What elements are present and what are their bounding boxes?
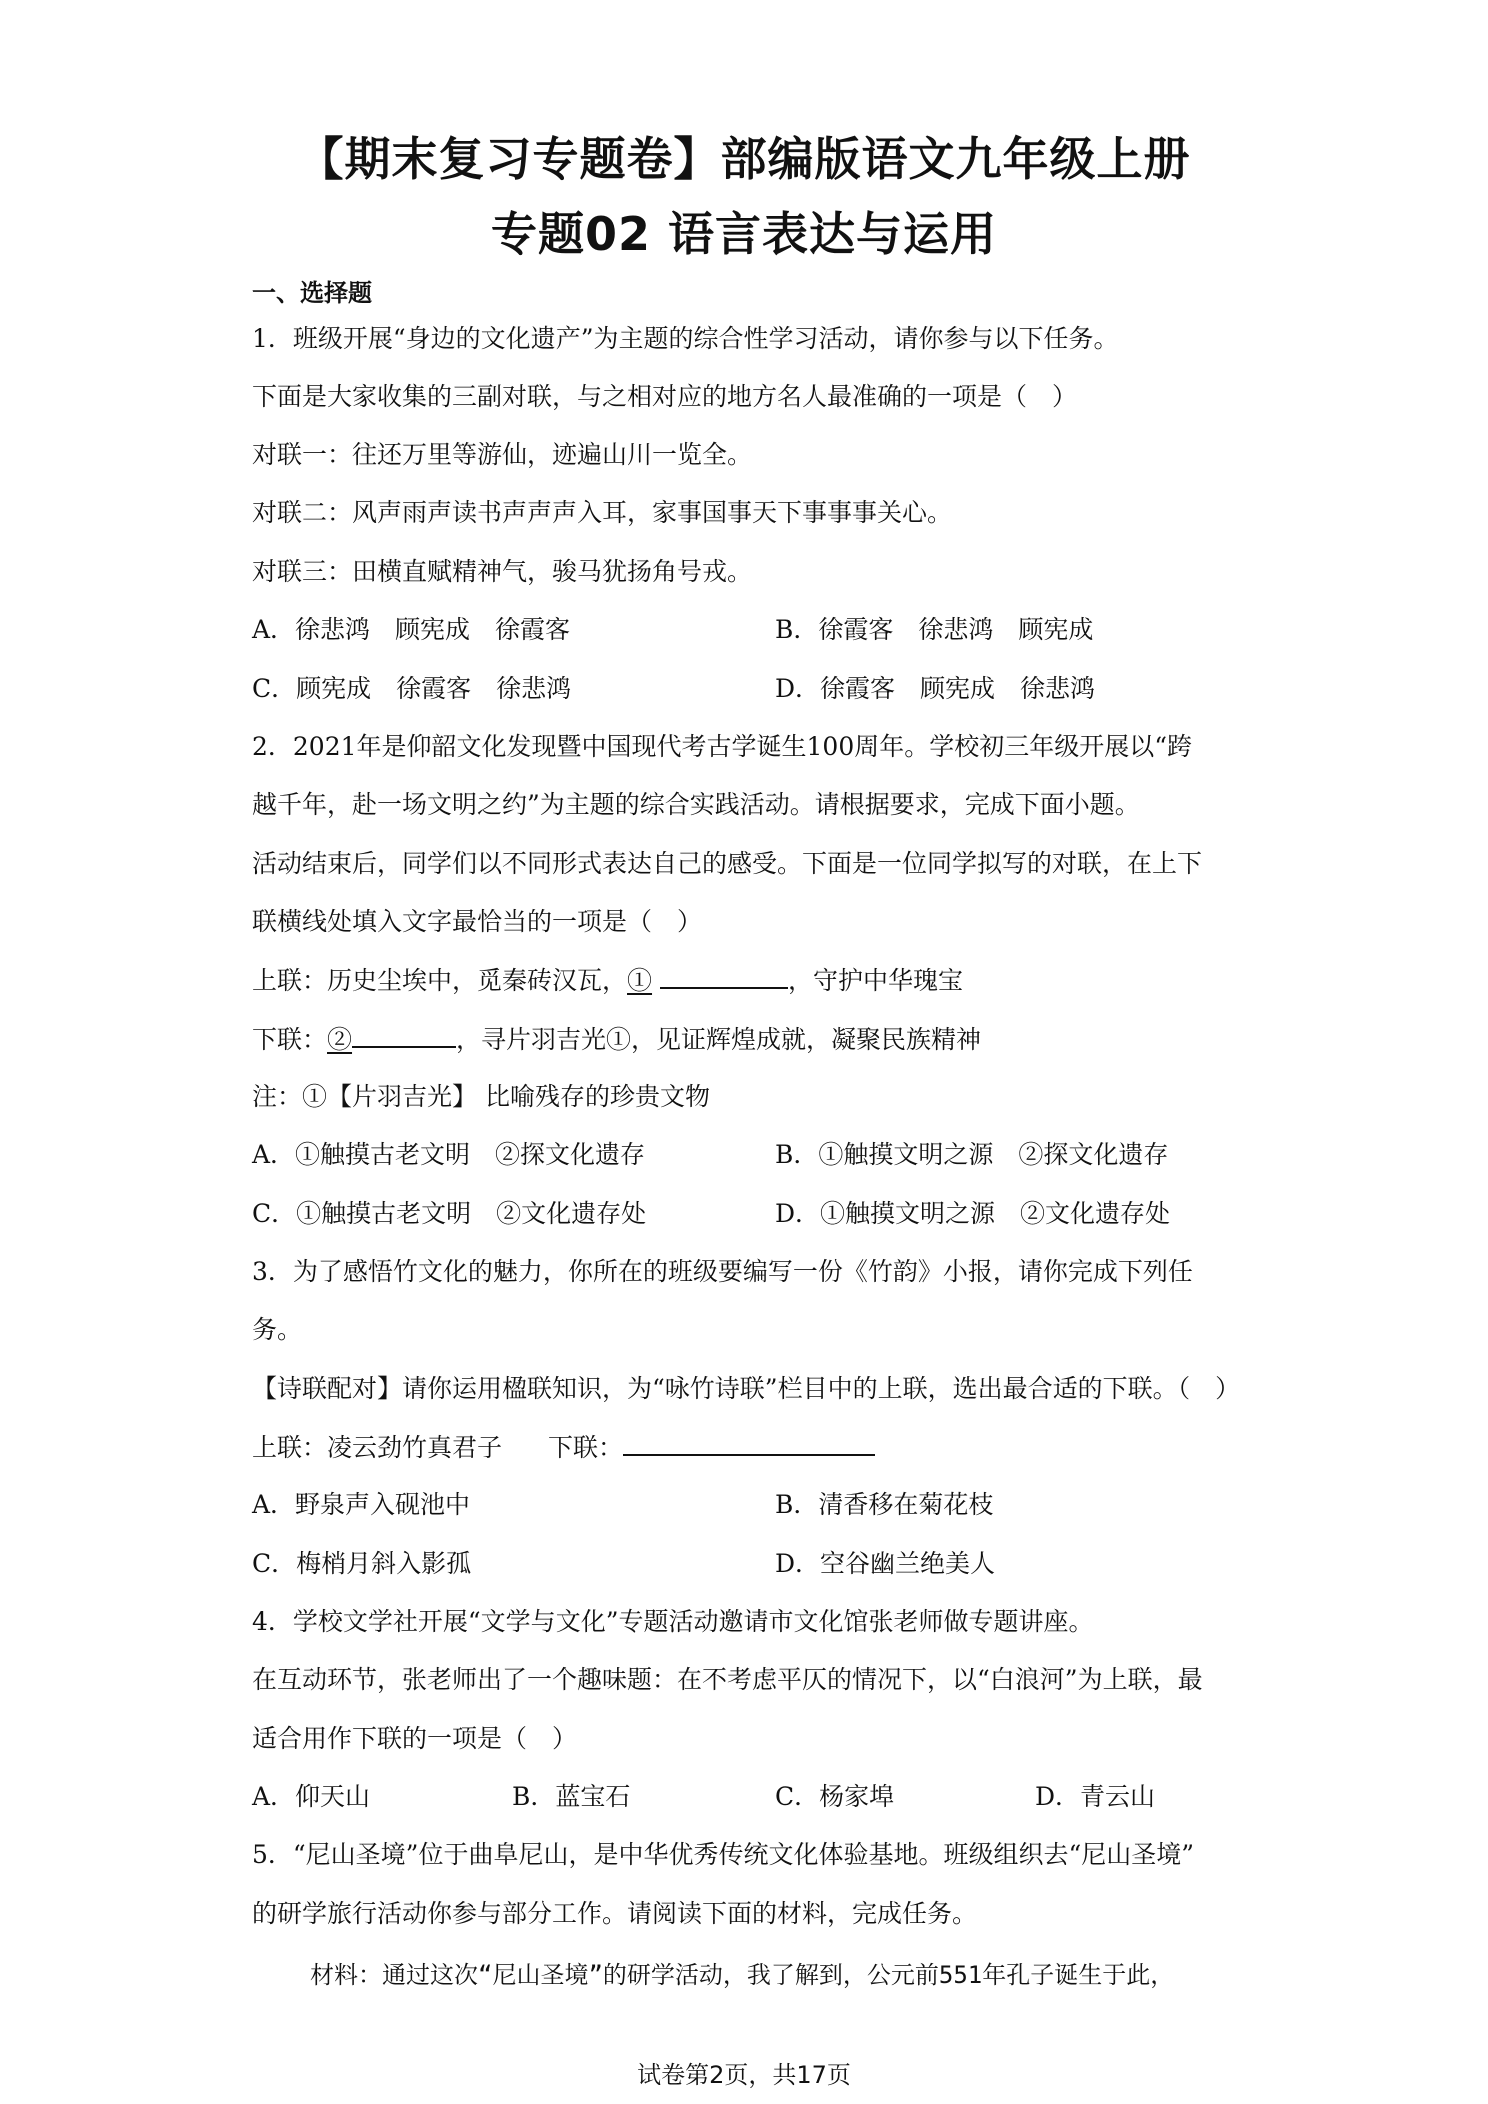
q2-upper-couplet — [252, 963, 963, 998]
q3-stem-line-1: 3．为了感悟竹文化的魅力，你所在的班级要编写一份《竹韵》小报，请你完成下列任 — [252, 1257, 1193, 1286]
section-heading: 一、选择题 — [252, 279, 372, 307]
page-footer: 试卷第2页，共17页 — [637, 2061, 851, 2089]
q1-option-d[interactable]: D．徐霞客 顾宪成 徐悲鸿 — [775, 674, 1096, 703]
q3-lower-label: 下联： — [548, 1433, 624, 1462]
q3-option-a[interactable]: A．野泉声入砚池中 — [252, 1490, 471, 1519]
q2-option-b[interactable]: B．①触摸文明之源 ②探文化遗存 — [775, 1140, 1169, 1169]
q2-lower-couplet — [252, 1022, 981, 1057]
q2-lower-suffix: ，寻片羽吉光①，见证辉煌成就，凝聚民族精神 — [456, 1025, 982, 1054]
q2-lower-marker: ② — [327, 1025, 353, 1054]
q1-couplet-1: 对联一：往还万里等游仙，迹遍山川一览全。 — [252, 440, 753, 469]
q3-lower-blank[interactable] — [623, 1430, 875, 1456]
q4-option-c[interactable]: C．杨家埠 — [775, 1782, 895, 1811]
q4-option-b[interactable]: B．蓝宝石 — [512, 1782, 631, 1811]
q2-lower-prefix: 下联： — [252, 1025, 328, 1054]
q2-note: 注：①【片羽吉光】 比喻残存的珍贵文物 — [252, 1082, 710, 1111]
q2-option-c[interactable]: C．①触摸古老文明 ②文化遗存处 — [252, 1199, 647, 1228]
q5-material: 材料：通过这次“尼山圣境”的研学活动，我了解到，公元前551年孔子诞生于此， — [310, 1961, 1175, 1989]
q2-lower-blank[interactable] — [352, 1022, 456, 1048]
q1-prompt: 下面是大家收集的三副对联，与之相对应的地方名人最准确的一项是（ ） — [252, 382, 1078, 411]
q1-stem: 1．班级开展“身边的文化遗产”为主题的综合性学习活动，请你参与以下任务。 — [252, 324, 1119, 353]
q4-stem: 4．学校文学社开展“文学与文化”专题活动邀请市文化馆张老师做专题讲座。 — [252, 1607, 1094, 1636]
q2-upper-marker: ① — [627, 966, 653, 995]
q2-prompt-line-1: 活动结束后，同学们以不同形式表达自己的感受。下面是一位同学拟写的对联，在上下 — [252, 849, 1203, 878]
q5-stem-line-2: 的研学旅行活动你参与部分工作。请阅读下面的材料，完成任务。 — [252, 1899, 978, 1928]
q2-upper-prefix: 上联：历史尘埃中，觅秦砖汉瓦， — [252, 966, 628, 995]
q3-stem-line-2: 务。 — [252, 1315, 303, 1344]
q1-option-c[interactable]: C．顾宪成 徐霞客 徐悲鸿 — [252, 674, 572, 703]
page-subtitle: 专题02 语言表达与运用 — [490, 207, 998, 261]
q3-prompt: 【诗联配对】请你运用楹联知识，为“咏竹诗联”栏目中的上联，选出最合适的下联。（ ） — [252, 1374, 1241, 1403]
q1-couplet-3: 对联三：田横直赋精神气，骏马犹扬角号戎。 — [252, 557, 753, 586]
q4-option-a[interactable]: A．仰天山 — [252, 1782, 371, 1811]
q3-option-d[interactable]: D．空谷幽兰绝美人 — [775, 1549, 996, 1578]
q4-option-d[interactable]: D．青云山 — [1035, 1782, 1156, 1811]
q4-prompt-line-1: 在互动环节，张老师出了一个趣味题：在不考虑平仄的情况下，以“白浪河”为上联，最 — [252, 1665, 1203, 1694]
q3-couplet — [252, 1430, 875, 1465]
q2-prompt-line-2: 联横线处填入文字最恰当的一项是（ ） — [252, 907, 703, 936]
q3-option-b[interactable]: B．清香移在菊花枝 — [775, 1490, 994, 1519]
q4-prompt-line-2: 适合用作下联的一项是（ ） — [252, 1724, 578, 1753]
q5-stem-line-1: 5．“尼山圣境”位于曲阜尼山，是中华优秀传统文化体验基地。班级组织去“尼山圣境” — [252, 1840, 1195, 1869]
q3-upper-couplet: 上联：凌云劲竹真君子 — [252, 1433, 503, 1462]
q2-upper-suffix: ，守护中华瑰宝 — [787, 966, 963, 995]
q1-couplet-2: 对联二：风声雨声读书声声声入耳，家事国事天下事事事关心。 — [252, 498, 953, 527]
q2-option-a[interactable]: A．①触摸古老文明 ②探文化遗存 — [252, 1140, 646, 1169]
q2-stem-line-2: 越千年，赴一场文明之约”为主题的综合实践活动。请根据要求，完成下面小题。 — [252, 790, 1140, 819]
q2-stem-line-1: 2．2021年是仰韶文化发现暨中国现代考古学诞生100周年。学校初三年级开展以“跨 — [252, 732, 1193, 761]
q1-option-a[interactable]: A．徐悲鸿 顾宪成 徐霞客 — [252, 615, 571, 644]
q1-option-b[interactable]: B．徐霞客 徐悲鸿 顾宪成 — [775, 615, 1094, 644]
q3-option-c[interactable]: C．梅梢月斜入影孤 — [252, 1549, 472, 1578]
page-title: 【期末复习专题卷】部编版语文九年级上册 — [297, 132, 1191, 186]
q2-upper-blank[interactable] — [660, 963, 788, 989]
q2-option-d[interactable]: D．①触摸文明之源 ②文化遗存处 — [775, 1199, 1171, 1228]
